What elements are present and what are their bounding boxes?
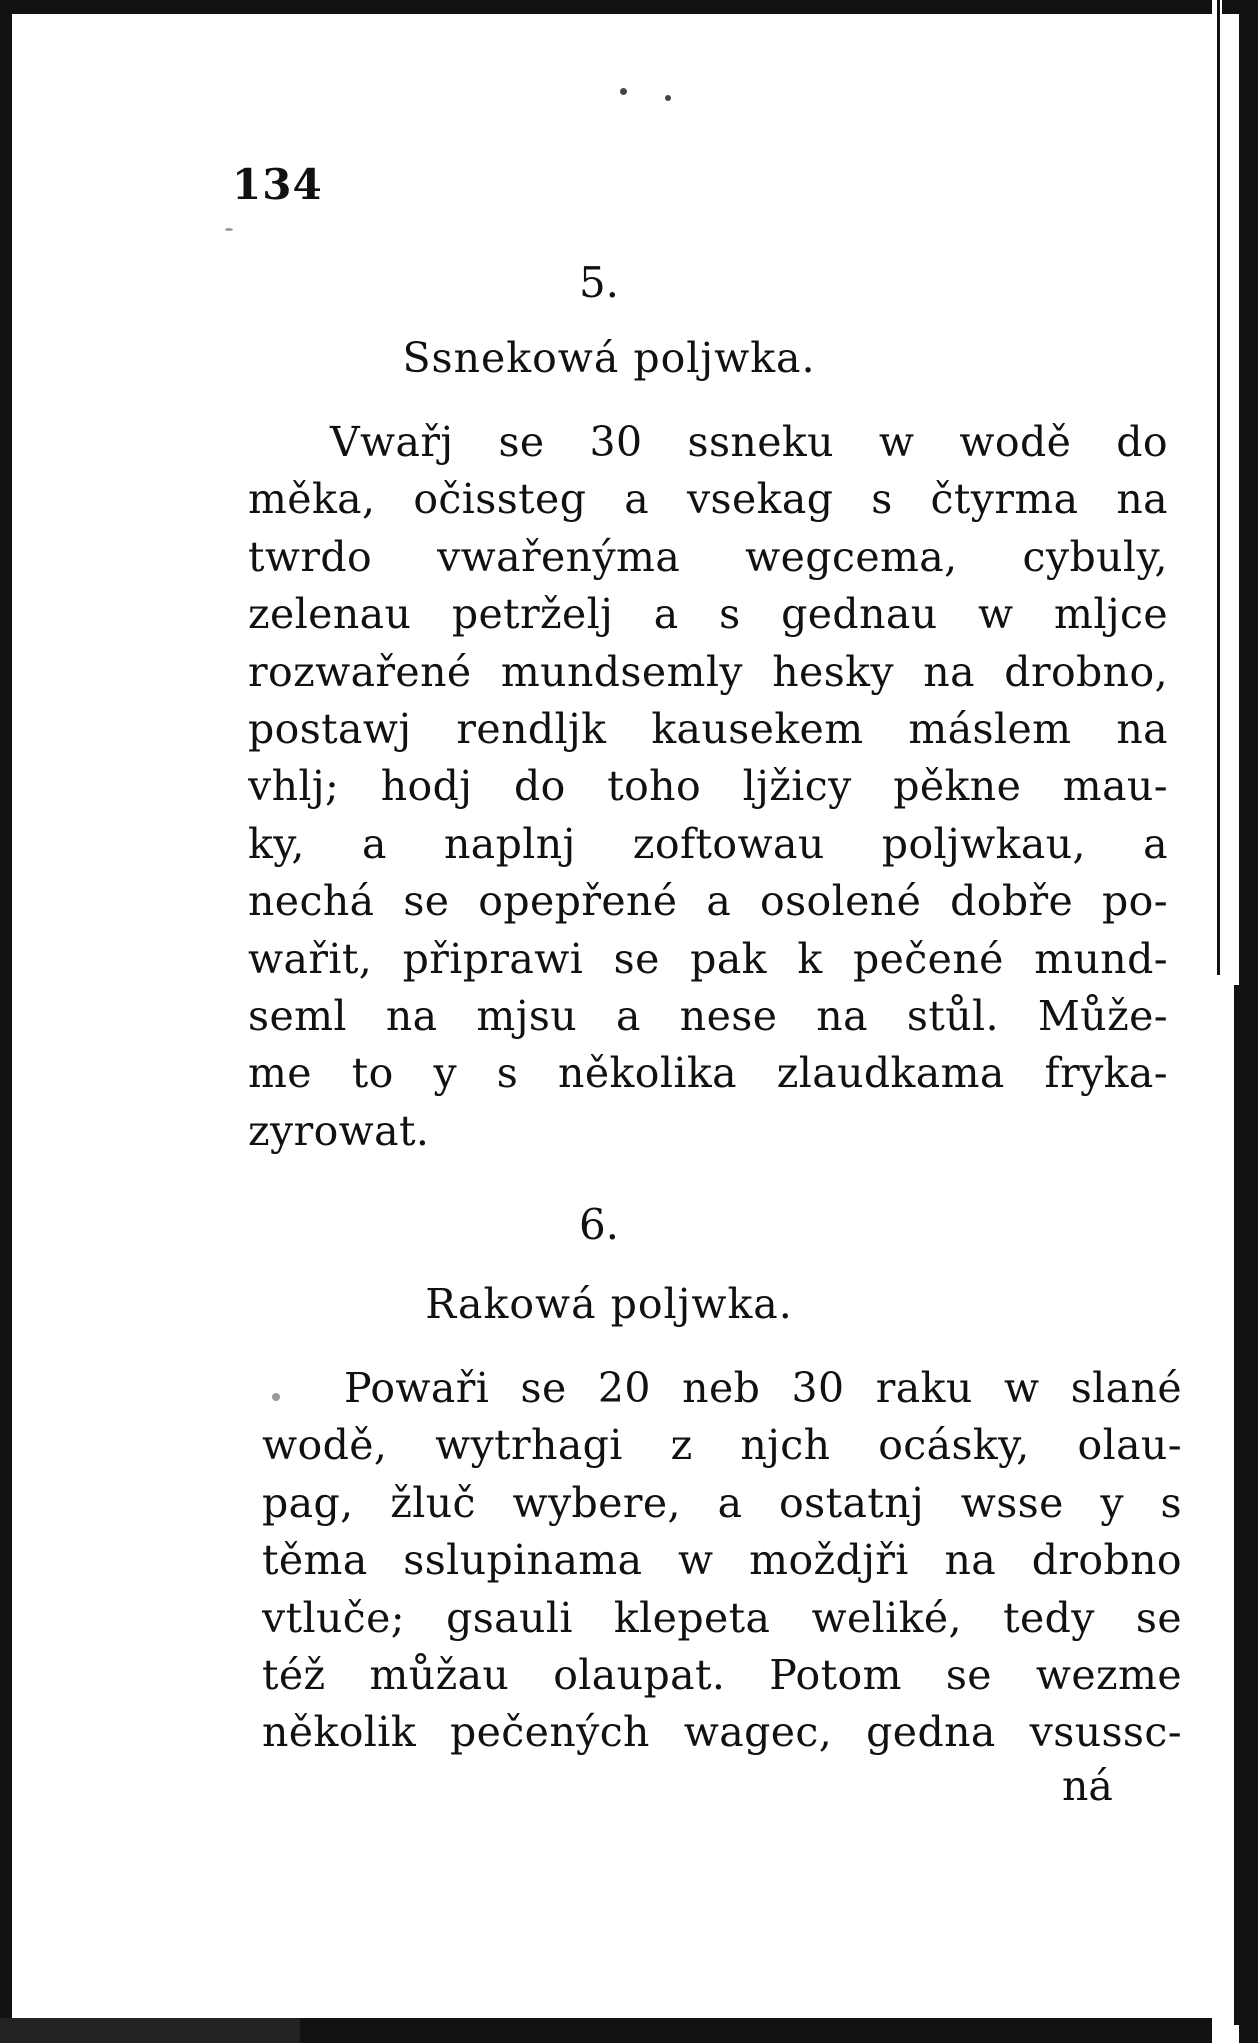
text-line: twrdo vwařenýma wegcema, cybuly,: [248, 532, 1168, 581]
recipe-6-text: [262, 1360, 1182, 1762]
text-line: nechá se opepřené a osolené dobře po-: [248, 877, 1168, 926]
text-line: wodě, wytrhagi z njch ocásky, olau-: [262, 1421, 1182, 1470]
text-line: vhlj; hodj do toho ljžicy pěkne mau-: [248, 762, 1168, 811]
recipe-5-number: 5.: [578, 258, 620, 307]
text-line: me to y s několika zlaudkama fryka-: [248, 1049, 1168, 1098]
text-line: ky, a naplnj zoftowau poljwkau, a: [248, 819, 1168, 868]
recipe-5-title: Ssnekowá poljwka.: [402, 334, 816, 382]
text-line: těma sslupinama w moždjři na drobno: [262, 1536, 1182, 1585]
text-line: několik pečených wagec, gedna vsussc-: [262, 1708, 1182, 1757]
text-line: rozwařené mundsemly hesky na drobno,: [248, 647, 1168, 696]
text-line: Vwařj se 30 ssneku w wodě do: [330, 418, 1168, 466]
text-line: pag, žluč wybere, a ostatnj wsse y s: [262, 1478, 1182, 1527]
text-line: wařit, připrawi se pak k pečené mund-: [248, 934, 1168, 983]
recipe-6-number: 6.: [578, 1200, 620, 1249]
page-number: 134: [232, 160, 323, 209]
recipe-6-title: Rakowá poljwka.: [425, 1280, 793, 1328]
text-line: též můžau olaupat. Potom se wezme: [262, 1651, 1182, 1700]
catchword: ná: [1062, 1762, 1113, 1810]
text-line: vtluče; gsauli klepeta weliké, tedy se: [262, 1593, 1182, 1642]
text-line: zelenau petrželj a s gednau w mljce: [248, 590, 1168, 639]
text-line: zyrowat.: [248, 1106, 430, 1155]
text-line: Powaři se 20 neb 30 raku w slané: [344, 1364, 1182, 1412]
recipe-5-text: [248, 414, 1168, 1160]
text-line: seml na mjsu a nese na stůl. Může-: [248, 992, 1168, 1041]
text-line: postawj rendljk kausekem máslem na: [248, 705, 1168, 754]
text-line: měka, očissteg a vsekag s čtyrma na: [248, 475, 1168, 524]
